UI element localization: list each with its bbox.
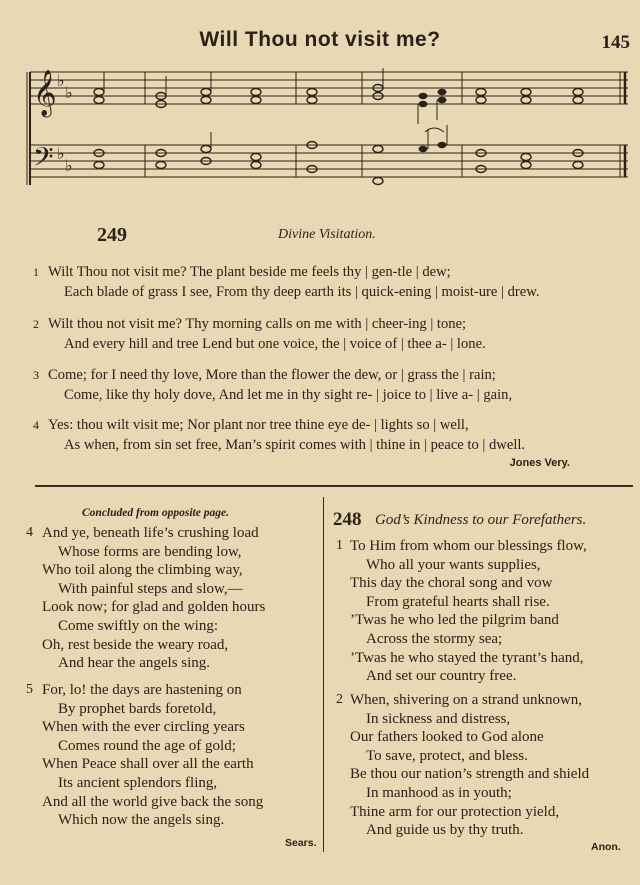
treble-clef bbox=[33, 70, 57, 118]
page-title: Will Thou not visit me? bbox=[199, 28, 441, 51]
verse-line-2: And every hill and tree Lend but one voice, the | voice of | thee a- | lone. bbox=[64, 336, 486, 352]
poem-line: And set our country free. bbox=[366, 668, 517, 685]
hymn-249-number: 249 bbox=[97, 224, 127, 246]
poem-line: To Him from whom our blessings flow, bbox=[350, 538, 587, 554]
svg-text:♭: ♭ bbox=[57, 144, 65, 163]
poem-line: By prophet bards foretold, bbox=[58, 700, 217, 717]
hymn-249-author: Jones Very. bbox=[509, 457, 570, 469]
poem-line: In manhood as in youth; bbox=[366, 785, 512, 801]
poem-line: Across the stormy sea; bbox=[366, 631, 503, 647]
page-number: 145 bbox=[601, 32, 630, 53]
left-stanza-4 bbox=[0, 524, 320, 674]
continued-note: Concluded from opposite page. bbox=[82, 507, 229, 519]
verse-line-1: Yes: thou wilt visit me; Nor plant nor tree thine eye de- | lights so | well, bbox=[48, 417, 469, 433]
poem-line: Oh, rest beside the weary road, bbox=[42, 636, 229, 653]
poem-line: ’Twas he who led the pilgrim band bbox=[350, 612, 559, 629]
stanza-number: 2 bbox=[336, 692, 343, 707]
stanza-number: 5 bbox=[26, 682, 33, 697]
poem-line: And hear the angels sing. bbox=[58, 655, 211, 672]
hymn-249-verse-2 bbox=[0, 314, 640, 356]
poem-line: And all the world give back the song bbox=[42, 793, 264, 810]
poem-line: Look now; for glad and golden hours bbox=[42, 599, 266, 616]
poem-line: Be thou our nation’s strength and shield bbox=[350, 766, 590, 783]
poem-line: Comes round the age of gold; bbox=[58, 737, 236, 754]
music-score bbox=[0, 62, 640, 202]
verse-number: 1 bbox=[33, 265, 39, 279]
verse-number: 3 bbox=[33, 368, 39, 382]
poem-line: When, shivering on a strand unknown, bbox=[350, 692, 583, 708]
poem-line: And ye, beneath life’s crushing load bbox=[42, 525, 259, 541]
bass-staff bbox=[30, 145, 628, 177]
verse-line-1: Wilt Thou not visit me? The plant beside me feels thy | gen-tle | dew; bbox=[48, 264, 451, 280]
left-stanza-5 bbox=[0, 681, 320, 831]
verse-number: 4 bbox=[33, 418, 39, 432]
stanza-number: 4 bbox=[26, 525, 33, 540]
poem-line: Thine arm for our protection yield, bbox=[350, 803, 560, 820]
svg-text:♭: ♭ bbox=[65, 156, 73, 175]
verse-line-1: Come; for I need thy love, More than the flower the dew, or | grass the | rain; bbox=[48, 367, 496, 383]
hymn-248-title: God’s Kindness to our Forefathers. bbox=[375, 512, 587, 528]
poem-line: Who toil along the climbing way, bbox=[42, 562, 243, 579]
filled-notes bbox=[419, 89, 447, 152]
treble-staff bbox=[30, 72, 628, 104]
svg-text:𝄞: 𝄞 bbox=[33, 70, 57, 116]
poem-line: Who all your wants supplies, bbox=[366, 556, 541, 573]
poem-line: ’Twas he who stayed the tyrant’s hand, bbox=[350, 649, 584, 666]
poem-line: Its ancient splendors fling, bbox=[58, 775, 218, 791]
svg-text:𝄢: 𝄢 bbox=[33, 141, 54, 179]
verse-line-2: Each blade of grass I see, From thy deep earth its | quick-ening | moist-ure | drew. bbox=[64, 284, 540, 300]
hymn-249-verse-1 bbox=[0, 262, 640, 304]
stanza-number: 1 bbox=[336, 538, 343, 553]
hymn-249-verse-3 bbox=[0, 365, 640, 407]
poem-line: Come swiftly on the wing: bbox=[58, 618, 218, 634]
poem-line: Whose forms are bending low, bbox=[58, 543, 242, 560]
verse-number: 2 bbox=[33, 317, 39, 331]
verse-line-2: Come, like thy holy dove, And let me in thy sight re- | joice to | live a- | gain, bbox=[64, 387, 513, 403]
poem-line: Our fathers looked to God alone bbox=[350, 729, 544, 746]
poem-line: From grateful hearts shall rise. bbox=[366, 593, 550, 610]
svg-text:♭: ♭ bbox=[57, 71, 65, 90]
poem-line: With painful steps and slow,— bbox=[58, 580, 243, 597]
poem-line: When with the ever circling years bbox=[42, 719, 245, 736]
poem-line: In sickness and distress, bbox=[366, 710, 511, 727]
hymn-249-tune-name: Divine Visitation. bbox=[278, 227, 376, 242]
verse-line-2: As when, from sin set free, Man’s spirit comes with | thine in | peace to | dwell. bbox=[64, 437, 526, 453]
hymn-248-number: 248 bbox=[333, 509, 362, 530]
poem-line: For, lo! the days are hastening on bbox=[42, 682, 242, 698]
section-divider bbox=[35, 485, 633, 487]
poem-line: This day the choral song and vow bbox=[350, 575, 553, 592]
poem-line: To save, protect, and bless. bbox=[366, 747, 528, 764]
svg-text:♭: ♭ bbox=[65, 83, 73, 102]
verse-line-1: Wilt thou not visit me? Thy morning calls on me with | cheer-ing | tone; bbox=[48, 316, 467, 332]
key-signature bbox=[57, 71, 73, 175]
hymn-248-author: Anon. bbox=[591, 841, 621, 853]
hymn-248-stanza-1 bbox=[324, 537, 640, 687]
hymn-248-stanza-2 bbox=[324, 691, 640, 841]
left-author: Sears. bbox=[285, 837, 317, 849]
bass-clef bbox=[33, 141, 54, 179]
poem-line: When Peace shall over all the earth bbox=[42, 756, 254, 773]
poem-line: Which now the angels sing. bbox=[58, 812, 225, 829]
hymn-249-verse-4 bbox=[0, 415, 640, 457]
poem-line: And guide us by thy truth. bbox=[366, 822, 524, 839]
